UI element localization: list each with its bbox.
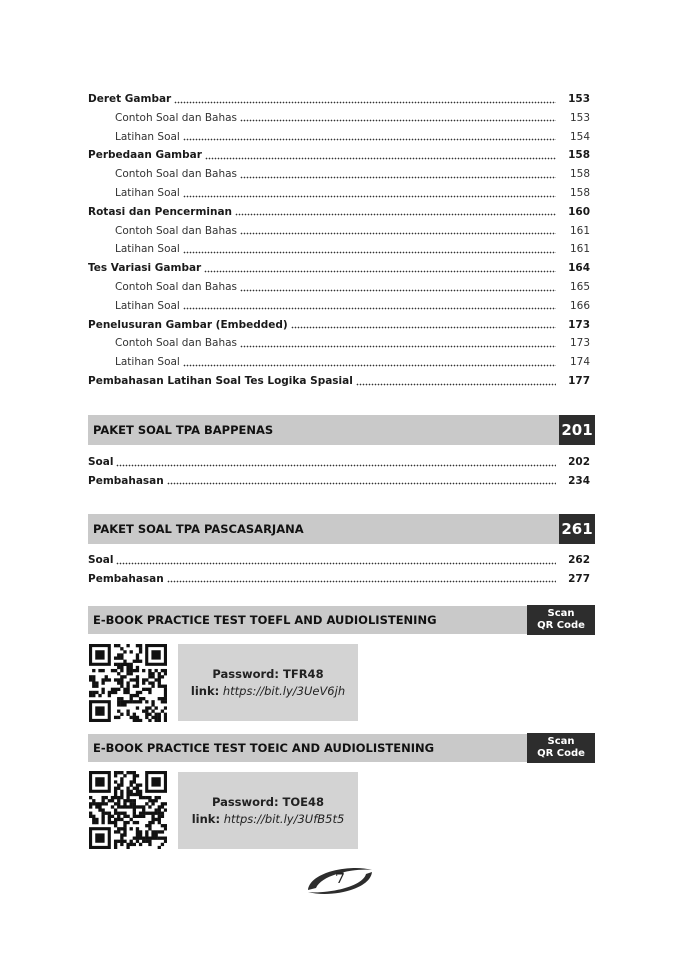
toc-row-label: Rotasi dan Pencerminan [88,205,233,218]
toc-row-page: 158 [569,187,590,199]
toc-row-label: Contoh Soal dan Bahas [115,111,238,124]
toc-row [88,146,590,164]
toc-row-label: Perbedaan Gambar [88,149,202,162]
toc-row [115,184,590,202]
toc-row [88,472,590,490]
toc-row [88,316,590,334]
dot-leader [183,364,556,367]
toc-row-page: 277 [568,572,590,585]
link-label: link: [191,812,221,826]
dot-leader [291,326,556,329]
toc-row-label: Tes Variasi Gambar [88,262,202,275]
ebook-header-toeic [88,734,595,762]
toc-row-label: Pembahasan Latihan Soal Tes Logika Spasial [88,375,353,387]
toc-row-label: Contoh Soal dan Bahas [115,168,238,181]
dot-leader [240,232,556,235]
toc-row-page: 174 [569,356,590,369]
toc-row [115,165,590,183]
toc-row-page: 173 [569,337,590,350]
dot-leader [116,464,556,467]
toc-row-label: Pembahasan [88,474,164,487]
toc-row-page: 166 [569,299,590,312]
toc-row-page: 153 [568,93,590,105]
link-line [191,684,345,698]
toc-row-page: 177 [568,375,590,387]
toc-row-label: Latihan Soal [115,130,180,143]
toc-row-page: 153 [569,111,590,124]
toc-row [115,297,590,315]
section-title: PAKET SOAL TPA BAPPENAS [93,423,274,437]
dot-leader [183,251,556,254]
toc-row [115,222,590,240]
ebook-title: E-BOOK PRACTICE TEST TOEIC AND AUDIOLISTENING [93,741,435,755]
link-url[interactable]: https://bit.ly/3UeV6jh [222,684,346,698]
toc-row [88,259,590,277]
toc-row [88,570,590,588]
section-page-badge: 261 [559,514,595,544]
toc-row-page: 158 [569,168,590,181]
scan-qr-badge [527,605,595,635]
qr-code-label: QR Code [537,620,585,631]
toc-row [88,453,590,471]
qr-code-label: QR Code [537,748,585,759]
dot-leader [167,580,556,583]
dot-leader [356,383,556,386]
toc-row-label: Latihan Soal [115,356,180,369]
ebook-title: E-BOOK PRACTICE TEST TOEFL AND AUDIOLISTENING [93,613,437,627]
dot-leader [240,119,556,122]
toc-row-page: 161 [569,243,590,256]
toc-row [115,353,590,371]
toc-row [115,334,590,352]
dot-leader [183,138,556,141]
toc-row-label: Soal [88,456,114,468]
section-page-badge: 201 [559,415,595,445]
page-number [300,860,380,902]
scan-label: Scan [547,608,575,619]
section-title: PAKET SOAL TPA PASCASARJANA [93,522,304,536]
ebook-header-toefl [88,606,595,634]
toc-row [88,551,590,569]
toc-row-page: 262 [568,554,590,566]
dot-leader [204,270,556,273]
dot-leader [174,101,556,104]
toc-row [115,128,590,146]
link-url[interactable]: https://bit.ly/3UfB5t5 [223,812,345,826]
toefl-access-box [178,644,358,721]
password-text: Password: TFR48 [212,667,324,681]
toc-row-page: 154 [569,130,590,143]
toc-row [115,240,590,258]
section-header-bappenas [88,415,595,445]
dot-leader [235,213,556,216]
toc-row-label: Latihan Soal [115,187,180,199]
password-text: Password: TOE48 [211,795,325,809]
toc-row-label: Contoh Soal dan Bahas [115,337,238,350]
link-line [192,812,345,826]
toc-row-page: 234 [568,474,590,487]
scan-qr-badge [527,733,595,763]
dot-leader [205,157,556,160]
dot-leader [183,307,556,310]
dot-leader [240,345,556,348]
toc-row-page: 161 [569,224,590,237]
qr-code-icon[interactable] [89,644,167,722]
qr-code-icon[interactable] [89,771,167,849]
toc-row-page: 160 [568,205,590,218]
toc-row-page: 202 [568,456,590,468]
toc-row-label: Latihan Soal [115,243,180,256]
toc-row [88,203,590,221]
toc-row [88,372,590,390]
dot-leader [240,176,556,179]
toc-row-label: Deret Gambar [88,93,172,105]
toc-row-page: 173 [568,318,590,331]
dot-leader [240,289,556,292]
toc-row [88,90,590,108]
toc-row-label: Contoh Soal dan Bahas [115,281,238,293]
toc-row-page: 164 [568,262,590,275]
toc-row-label: Soal [88,554,114,566]
toc-row-label: Penelusuran Gambar (Embedded) [88,318,288,331]
dot-leader [167,482,556,485]
toc-row [115,278,590,296]
toc-row-page: 165 [569,281,590,293]
toc-row-page: 158 [568,149,590,162]
page-number-text: 7 [335,871,345,887]
toc-row-label: Pembahasan [88,572,164,585]
toc-row-label: Contoh Soal dan Bahas [115,224,238,237]
toc-row-label: Latihan Soal [115,299,180,312]
scan-label: Scan [547,736,575,747]
section-header-pascasarjana [88,514,595,544]
toeic-access-box [178,772,358,849]
link-label: link: [190,684,220,698]
dot-leader [183,195,556,198]
dot-leader [116,562,556,565]
toc-row [115,109,590,127]
